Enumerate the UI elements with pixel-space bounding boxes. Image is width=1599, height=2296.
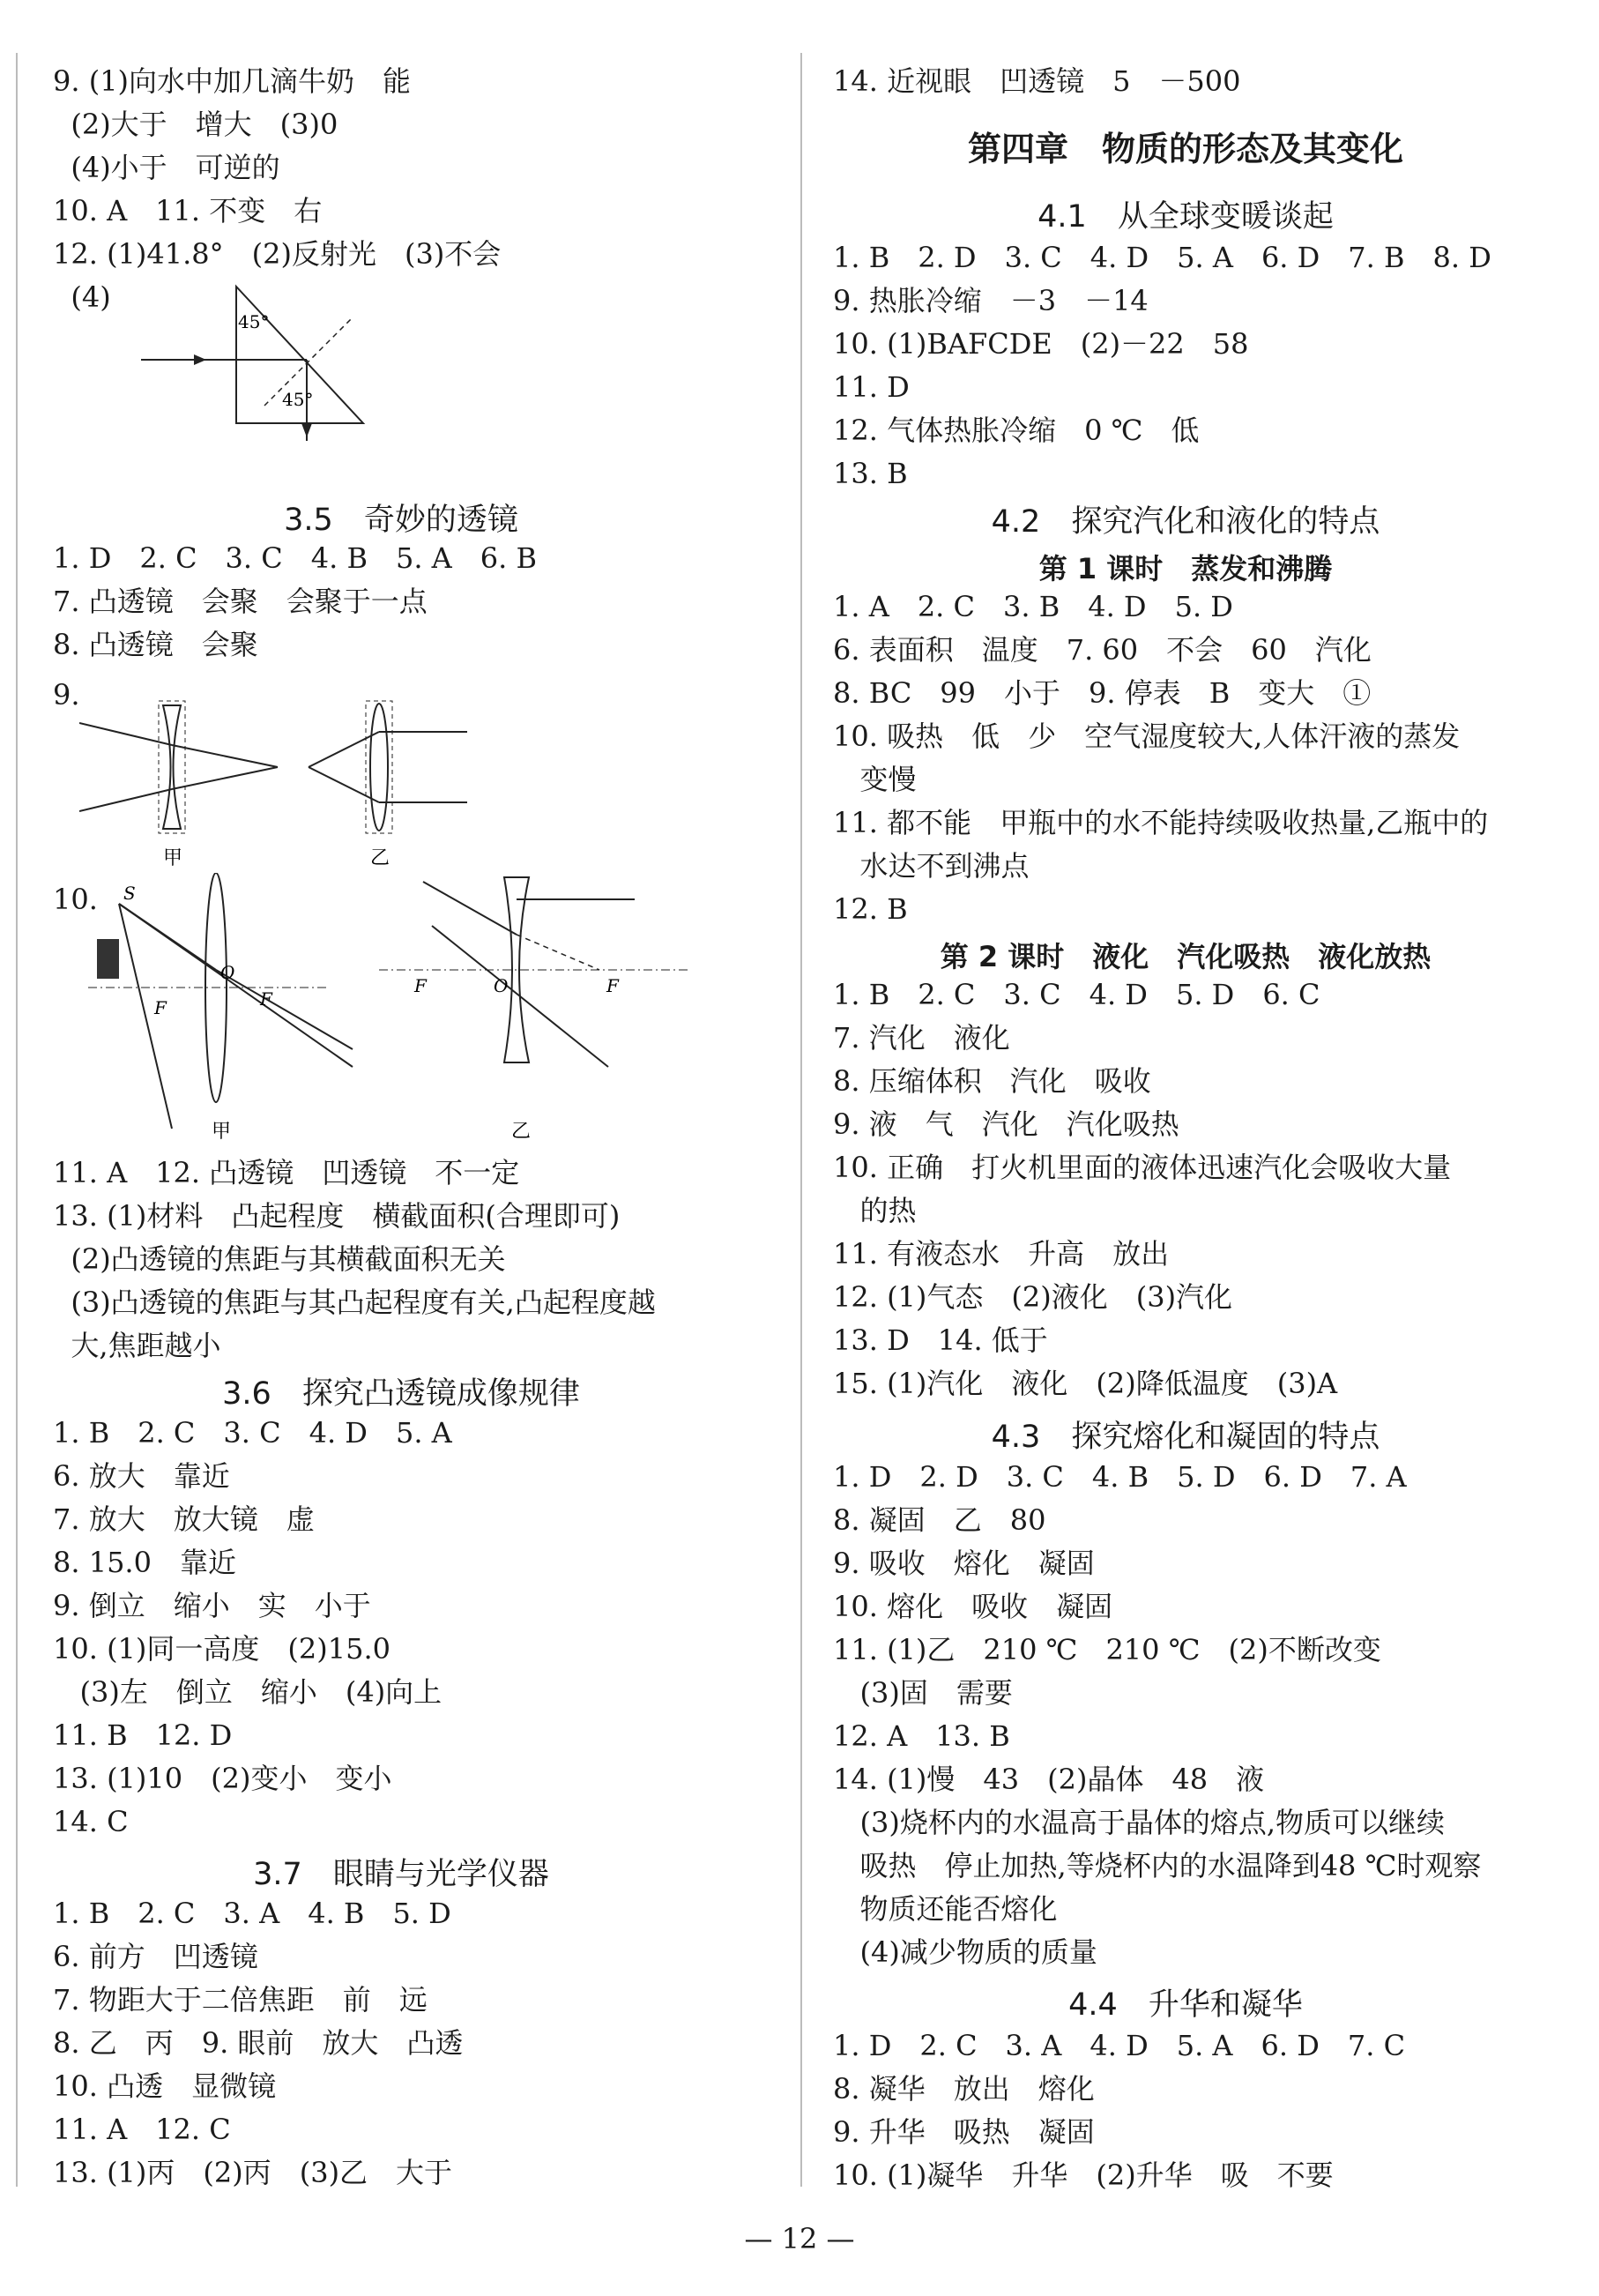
answer-line: 8. 压缩体积 汽化 吸收 [833,1064,1151,1098]
answer-line: 10. 吸热 低 少 空气湿度较大,人体汗液的蒸发 [833,719,1461,753]
answer-line: 1. B 2. C 3. C 4. D 5. A [53,1416,452,1450]
angle-label-2: 45° [282,389,314,410]
answer-line: 吸热 停止加热,等烧杯内的水温降到48 ℃时观察 [833,1849,1482,1882]
answer-line: 7. 放大 放大镜 虚 [53,1502,315,1536]
column-divider [800,53,802,2187]
section-title-3-6: 3.6 探究凸透镜成像规律 [222,1376,580,1412]
section-title-4-3: 4.3 探究熔化和凝固的特点 [991,1420,1380,1455]
label-yi: 乙 [370,847,390,869]
answer-line: 1. B 2. C 3. A 4. B 5. D [53,1897,451,1930]
answer-line: (4)减少物质的质量 [833,1935,1097,1969]
answer-line: (3)烧杯内的水温高于晶体的熔点,物质可以继续 [833,1806,1446,1839]
answer-line: 1. A 2. C 3. B 4. D 5. D [833,590,1233,623]
label-O2: O [494,975,509,996]
answer-line: 6. 表面积 温度 7. 60 不会 60 汽化 [833,633,1372,667]
answer-line: 8. 凸透镜 会聚 [53,628,258,661]
answer-line: 11. 都不能 甲瓶中的水不能持续吸收热量,乙瓶中的 [833,806,1489,839]
answer-line: (2)凸透镜的焦距与其横截面积无关 [53,1242,506,1276]
answer-line: 8. 凝华 放出 熔化 [833,2072,1095,2106]
answer-line: 9. 吸收 熔化 凝固 [833,1547,1095,1580]
section-title-3-7: 3.7 眼睛与光学仪器 [253,1857,549,1892]
answer-line: 10. (1)同一高度 (2)15.0 [53,1632,390,1666]
label-F3: F [414,975,427,996]
answer-line: 10. A 11. 不变 右 [53,194,323,227]
prism-diagram [141,282,379,441]
label-jia-2: 甲 [212,1121,232,1143]
answer-line: 的热 [833,1194,917,1227]
answer-line: 10. 凸透 显微镜 [53,2069,277,2103]
answer-line: 12. B [833,892,908,926]
label-jia: 甲 [163,847,183,869]
answer-line: (4)小于 可逆的 [53,151,280,184]
answer-line: 9. (1)向水中加几滴牛奶 能 [53,64,412,98]
answer-line: 9. 倒立 缩小 实 小于 [53,1589,371,1622]
answer-line: 12. (1)41.8° (2)反射光 (3)不会 [53,237,502,271]
answer-line: 11. (1)乙 210 ℃ 210 ℃ (2)不断改变 [833,1633,1381,1666]
answer-line: 6. 前方 凹透镜 [53,1940,258,1973]
label-O1: O [220,962,235,983]
chapter-title: 第四章 物质的形态及其变化 [967,130,1403,168]
label-F2: F [260,988,272,1010]
answer-line: 10. 熔化 吸收 凝固 [833,1590,1113,1623]
lens-diagram-9 [79,697,502,873]
page-number: — 12 — [744,2222,855,2255]
answer-line: 水达不到沸点 [833,849,1030,883]
lens-diagram-10 [88,873,705,1146]
answer-line: (3)左 倒立 缩小 (4)向上 [53,1675,443,1709]
lesson-title-1: 第 1 课时 蒸发和沸腾 [1038,552,1333,585]
angle-label-1: 45° [238,311,270,332]
answer-line: 14. (1)慢 43 (2)晶体 48 液 [833,1763,1265,1796]
answer-line: 10. 正确 打火机里面的液体迅速汽化会吸收大量 [833,1151,1452,1184]
answer-line: 1. D 2. D 3. C 4. B 5. D 6. D 7. A [833,1460,1407,1494]
answer-line: 8. 15.0 靠近 [53,1546,236,1579]
label-F4: F [606,975,619,996]
answer-line: 14. 近视眼 凹透镜 5 －500 [833,64,1241,98]
answer-line: 10. (1)BAFCDE (2)－22 58 [833,327,1249,361]
answer-line: 10. [53,883,98,916]
answer-line: 9. 热胀冷缩 －3 －14 [833,284,1149,317]
answer-line: 9. 液 气 汽化 汽化吸热 [833,1107,1179,1141]
answer-line: 12. 气体热胀冷缩 0 ℃ 低 [833,414,1200,447]
answer-line: 12. A 13. B [833,1719,1010,1753]
answer-line: 物质还能否熔化 [833,1892,1058,1926]
answer-line: 9. [53,678,80,712]
answer-line: 1. D 2. C 3. C 4. B 5. A 6. B [53,541,537,575]
answer-line: 11. 有液态水 升高 放出 [833,1237,1170,1271]
label-S: S [123,883,136,904]
answer-line: 15. (1)汽化 液化 (2)降低温度 (3)A [833,1367,1338,1400]
answer-line: 10. (1)凝华 升华 (2)升华 吸 不要 [833,2158,1334,2192]
answer-line: 11. D [833,370,910,404]
answer-line: 13. D 14. 低于 [833,1323,1048,1357]
answer-line: 7. 汽化 液化 [833,1021,1010,1055]
answer-line: 9. 升华 吸热 凝固 [833,2115,1095,2149]
section-title-4-1: 4.1 从全球变暖谈起 [1037,199,1334,235]
answer-line: 12. (1)气态 (2)液化 (3)汽化 [833,1280,1233,1314]
answer-line: 1. D 2. C 3. A 4. D 5. A 6. D 7. C [833,2029,1406,2062]
answer-line: 13. B [833,457,908,490]
section-title-4-2: 4.2 探究汽化和液化的特点 [991,504,1380,540]
label-F1: F [154,997,167,1018]
answer-line: 1. B 2. C 3. C 4. D 5. D 6. C [833,978,1320,1011]
answer-line: 变慢 [833,763,917,796]
answer-line: 13. (1)10 (2)变小 变小 [53,1762,392,1795]
label-yi-2: 乙 [511,1121,532,1143]
answer-line: (2)大于 增大 (3)0 [53,108,338,141]
answer-line: 11. B 12. D [53,1718,233,1752]
section-title-4-4: 4.4 升华和凝华 [1068,1987,1303,2023]
answer-line: 8. BC 99 小于 9. 停表 B 变大 ① [833,676,1372,710]
answer-line: 8. 凝固 乙 80 [833,1503,1046,1537]
answer-line: (3)固 需要 [833,1676,1013,1710]
answer-line: 1. B 2. D 3. C 4. D 5. A 6. D 7. B 8. D [833,241,1491,274]
answer-line: (4) [53,280,111,314]
answer-line: 11. A 12. 凸透镜 凹透镜 不一定 [53,1156,520,1189]
answer-line: 11. A 12. C [53,2113,231,2146]
answer-line: 14. C [53,1805,129,1838]
answer-line: 大,焦距越小 [53,1329,221,1362]
section-title-3-5: 3.5 奇妙的透镜 [284,503,518,538]
lesson-title-2: 第 2 课时 液化 汽化吸热 液化放热 [940,940,1432,973]
left-margin-rule [16,53,18,2187]
answer-line: 7. 物距大于二倍焦距 前 远 [53,1983,428,2016]
answer-line: 7. 凸透镜 会聚 会聚于一点 [53,585,428,618]
answer-line: 13. (1)丙 (2)丙 (3)乙 大于 [53,2156,453,2189]
answer-line: (3)凸透镜的焦距与其凸起程度有关,凸起程度越 [53,1286,656,1319]
answer-line: 8. 乙 丙 9. 眼前 放大 凸透 [53,2026,464,2060]
answer-line: 6. 放大 靠近 [53,1459,230,1493]
answer-line: 13. (1)材料 凸起程度 横截面积(合理即可) [53,1199,621,1233]
